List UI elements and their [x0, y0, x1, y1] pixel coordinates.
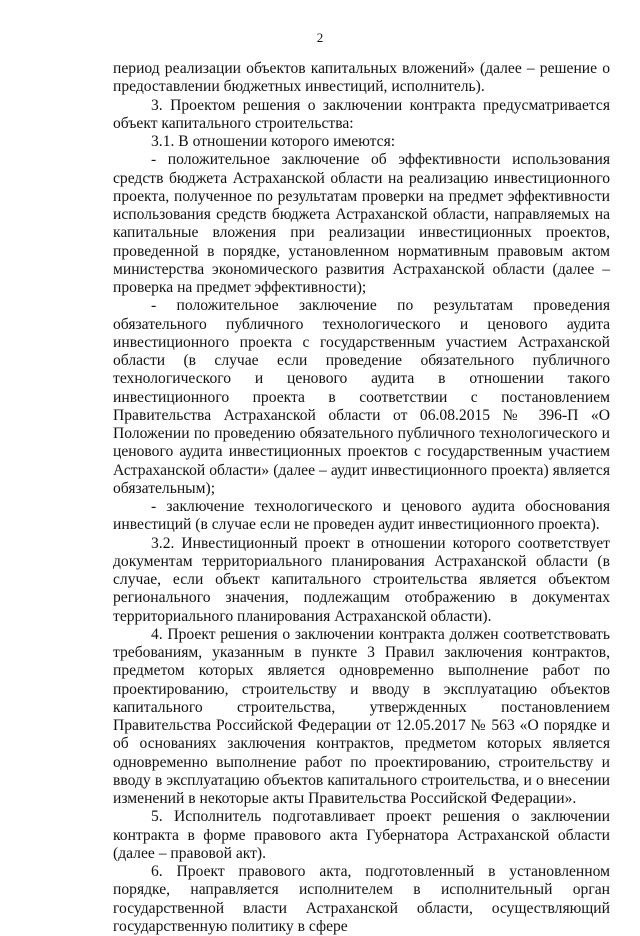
paragraph-bullet-audit: - положительное заключение по результатам проведения обязательного публичного технологического и ценового аудита инвестиционного проекта с государственным участием Астраханской области (в случае если проведение обязательного публичного технологического и ценового аудита в отношении такого инвестиционного проекта в соответствии с постановлением Правительства Астраханской области от 06.08.2015 № 396-П «О Положении по проведению обязательного публичного технологического и ценового аудита инвестиционных проектов с государственным участием Астраханской области» (далее – аудит инвестиционного проекта) является обязательным); — [113, 297, 610, 497]
paragraph-bullet-efficiency: - положительное заключение об эффективности использования средств бюджета Астраханской области на реализацию инвестиционного проекта, полученное по результатам проверки на предмет эффективности использования средств бюджета Астраханской области, направляемых на капитальные вложения при реализации инвестиционных проектов, проведенной в порядке, установленном нормативным правовым актом министерства экономического развития Астраханской области (далее – проверка на предмет эффективности); — [113, 151, 610, 296]
paragraph-item-5: 5. Исполнитель подготавливает проект решения о заключении контракта в форме правового акта Губернатора Астраханской области (далее – правовой акт). — [113, 808, 610, 862]
paragraph-bullet-investment-audit: - заключение технологического и ценового аудита обоснования инвестиций (в случае если не проведен аудит инвестиционного проекта). — [113, 498, 610, 534]
paragraph-item-3-2: 3.2. Инвестиционный проект в отношении которого соответствует документам территориального планирования Астраханской области (в случае, если объект капитального строительства является объектом регионального значения, подлежащим отображению в документах территориального планирования Астраханской области). — [113, 534, 610, 625]
page-number: 2 — [316, 30, 324, 45]
paragraph-continuation: период реализации объектов капитальных вложений» (далее – решение о предоставлении бюджетных инвестиций, исполнитель). — [113, 60, 610, 96]
paragraph-item-3: 3. Проектом решения о заключении контракта предусматривается объект капитального строительства: — [113, 96, 610, 132]
paragraph-item-4: 4. Проект решения о заключении контракта должен соответствовать требованиям, указанным в пункте 3 Правил заключения контрактов, предметом которых является одновременно выполнение работ по проектированию, строительству и вводу в эксплуатацию объектов капитального строительства, утвержденных постановлением Правительства Российской Федерации от 12.05.2017 № 563 «О порядке и об основаниях заключения контрактов, предметом которых является одновременно выполнение работ по проектированию, строительству и вводу в эксплуатацию объектов капитального строительства, и о внесении изменений в некоторые акты Правительства Российской Федерации». — [113, 625, 610, 807]
paragraph-item-3-1: 3.1. В отношении которого имеются: — [151, 133, 396, 150]
document-body — [113, 60, 610, 936]
paragraph-item-6: 6. Проект правового акта, подготовленный в установленном порядке, направляется исполнителем в исполнительный орган государственной власти Астраханской области, осуществляющий государственную политику в сфере — [113, 863, 610, 935]
